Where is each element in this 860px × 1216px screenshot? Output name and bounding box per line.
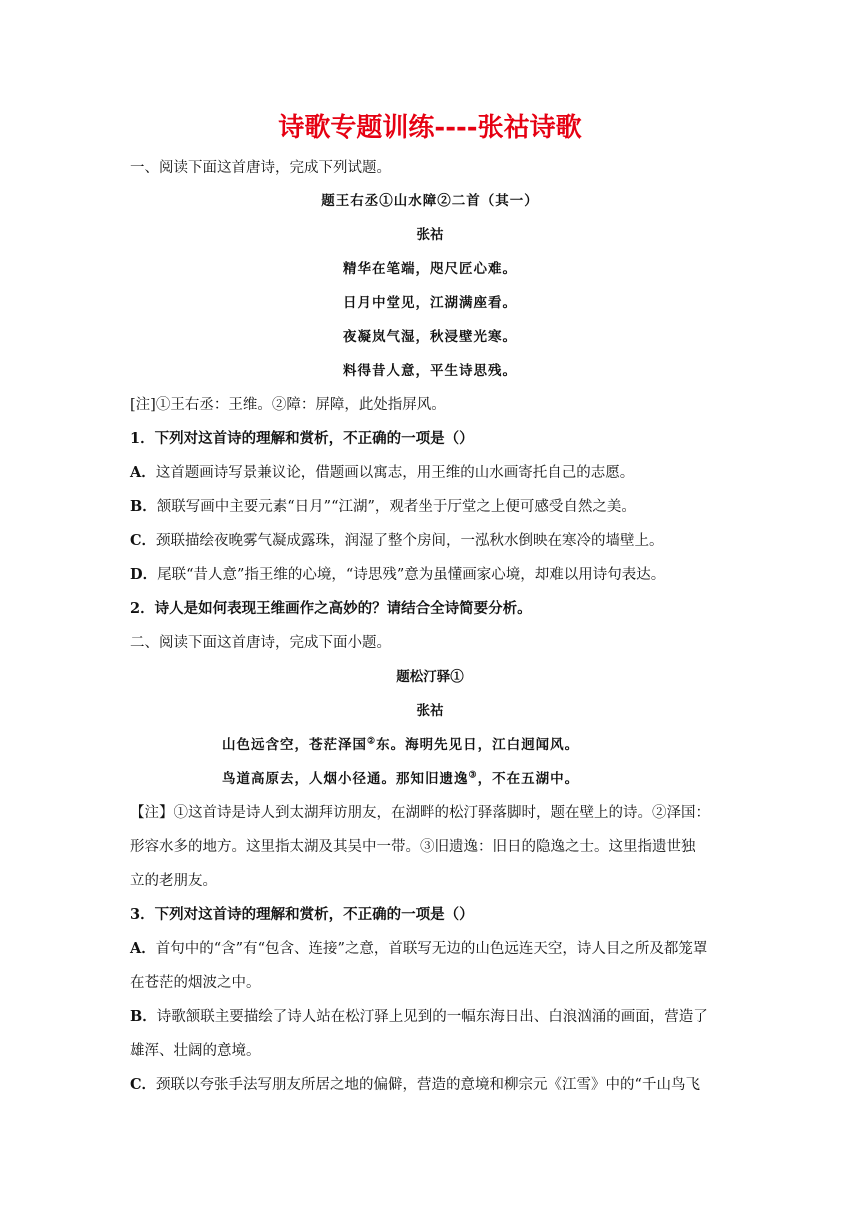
poem1-line: 精华在笔端，咫尺匠心难。 [343,261,517,277]
q3-option-a-cont: 在苍茫的烟波之中。 [130,975,261,991]
poem1-note: [注]①王右丞：王维。②障：屏障，此处指屏风。 [130,397,446,413]
poem2-note-line: 形容水多的地方。这里指太湖及其吴中一带。③旧遗逸：旧日的隐逸之士。这里指遗世独 [130,839,696,855]
poem2-line-1: 山色远含空，苍茫泽国②东。海明先见日，江白迥闻风。 [222,736,580,753]
poem1-line: 日月中堂见，江湖满座看。 [343,295,517,311]
q3-option-b-cont: 雄浑、壮阔的意境。 [130,1043,261,1059]
q1-option-b: B．颔联写画中主要元素“日月”“江湖”，观者坐于厅堂之上便可感受自然之美。 [130,498,636,515]
question-3: 3．下列对这首诗的理解和赏析，不正确的一项是（） [130,906,474,923]
q1-option-c: C．颈联描绘夜晚雾气凝成露珠，润湿了整个房间，一泓秋水倒映在寒冷的墙壁上。 [130,532,664,549]
poem2-note-line: 立的老朋友。 [130,873,217,889]
q1-option-a: A．这首题画诗写景兼议论，借题画以寓志，用王维的山水画寄托自己的志愿。 [130,464,635,481]
q3-option-b: B．诗歌颔联主要描绘了诗人站在松汀驿上见到的一幅东海日出、白浪汹涌的画面，营造了 [130,1008,708,1025]
q3-option-c: C．颈联以夸张手法写朋友所居之地的偏僻，营造的意境和柳宗元《江雪》中的“千山鸟飞 [130,1076,700,1093]
q1-option-d: D．尾联“昔人意”指王维的心境，“诗思残”意为虽懂画家心境，却难以用诗句表达。 [130,566,666,583]
poem2-title: 题松汀驿① [396,669,464,685]
poem1-author: 张祜 [416,227,444,243]
poem1-line: 夜凝岚气湿，秋浸壁光寒。 [343,329,517,345]
section1-heading: 一、阅读下面这首唐诗，完成下列试题。 [130,160,391,176]
question-2: 2．诗人是如何表现王维画作之高妙的？请结合全诗简要分析。 [130,600,532,617]
question-1: 1．下列对这首诗的理解和赏析，不正确的一项是（） [130,430,474,447]
poem1-title: 题王右丞①山水障②二首（其一） [321,193,539,209]
poem2-line-2: 鸟道高原去，人烟小径通。那知旧遗逸③，不在五湖中。 [222,770,580,787]
section2-heading: 二、阅读下面这首唐诗，完成下面小题。 [130,635,391,651]
poem2-author: 张祜 [416,703,444,719]
poem2-note-line: 【注】①这首诗是诗人到太湖拜访朋友，在湖畔的松汀驿落脚时，题在壁上的诗。②泽国： [130,805,710,821]
page-title: 诗歌专题训练----张祜诗歌 [278,113,582,143]
q3-option-a: A．首句中的“含”有“包含、连接”之意，首联写无边的山色远连天空，诗人目之所及都笼罩 [130,940,708,957]
poem1-line: 料得昔人意，平生诗思残。 [343,363,517,379]
